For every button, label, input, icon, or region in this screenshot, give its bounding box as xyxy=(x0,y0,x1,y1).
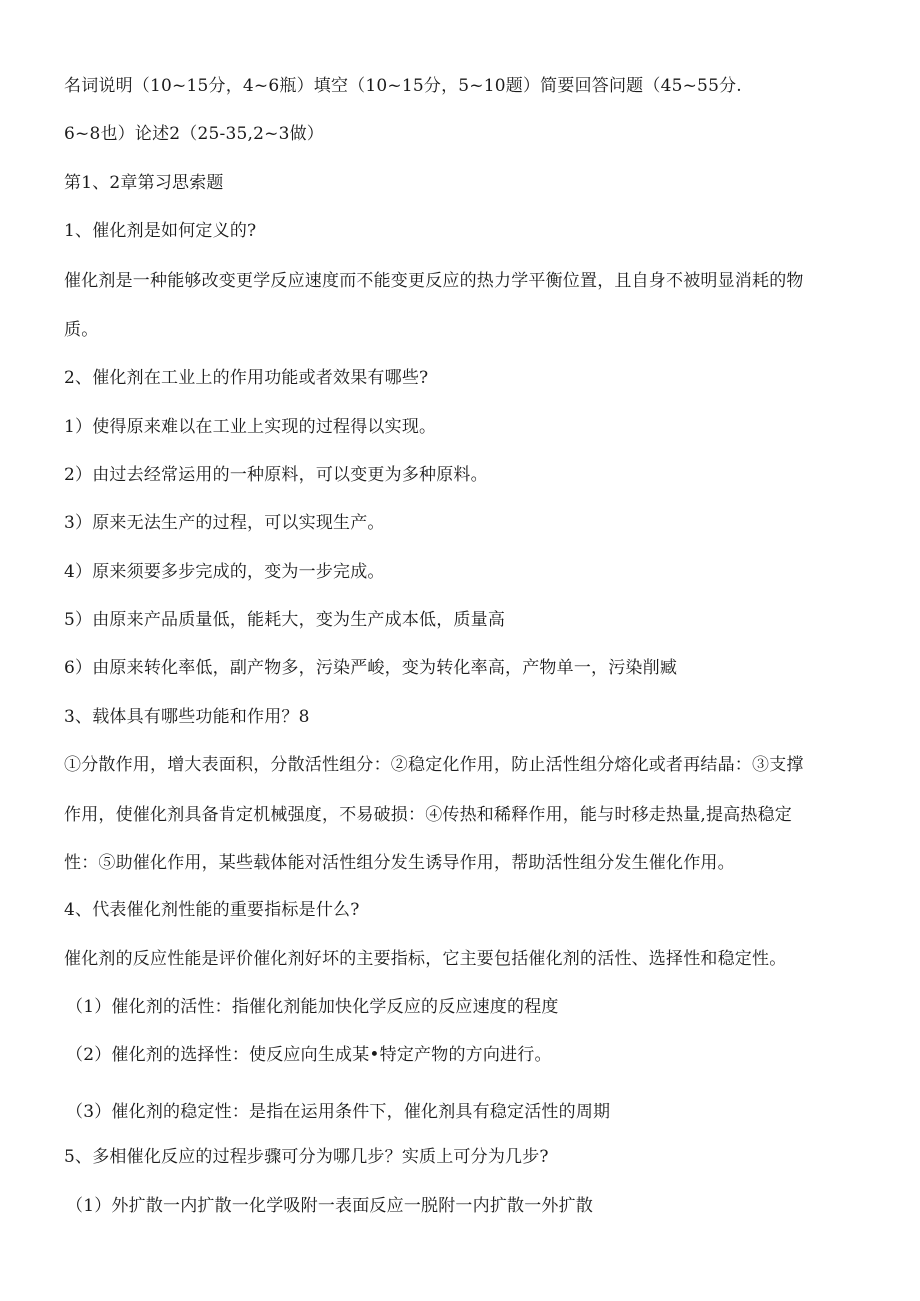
answer-2-item-4: 4）原来须要多步完成的，变为一步完成。 xyxy=(64,562,385,582)
question-4: 4、代表催化剂性能的重要指标是什么? xyxy=(64,900,360,920)
question-3: 3、载体具有哪些功能和作用？8 xyxy=(64,707,310,727)
question-1: 1、催化剂是如何定义的? xyxy=(64,221,257,241)
answer-1-line-2: 质。 xyxy=(64,320,99,340)
answer-4-item-1: （1）催化剂的活性：指催化剂能加快化学反应的反应速度的程度 xyxy=(66,997,559,1017)
answer-2-item-2: 2）由过去经常运用的一种原料，可以变更为多种原料。 xyxy=(64,465,488,485)
answer-1-line-1: 催化剂是一种能够改变更学反应速度而不能变更反应的热力学平衡位置，且自身不被明显消耗的物 xyxy=(64,271,804,291)
answer-2-item-1: 1）使得原来难以在工业上实现的过程得以实现。 xyxy=(64,417,437,437)
answer-4-item-2: （2）催化剂的选择性：使反应向生成某•特定产物的方向进行。 xyxy=(66,1045,552,1065)
answer-4-item-3: （3）催化剂的稳定性：是指在运用条件下，催化剂具有稳定活性的周期 xyxy=(66,1102,611,1122)
answer-2-item-5: 5）由原来产品质量低，能耗大，变为生产成本低，质量高 xyxy=(64,610,506,630)
question-5: 5、多相催化反应的过程步骤可分为哪几步？实质上可分为几步? xyxy=(64,1147,549,1167)
exam-format-line-1: 名词说明（10~15分，4~6瓶）填空（10~15分，5~10题）简要回答问题（45~55分. xyxy=(64,76,742,96)
question-2: 2、催化剂在工业上的作用功能或者效果有哪些? xyxy=(64,368,429,388)
answer-5-item-1: （1）外扩散一内扩散一化学吸附一表面反应一脱附一内扩散一外扩散 xyxy=(66,1196,594,1216)
answer-3-line-1: ①分散作用，增大表面积，分散活性组分：②稳定化作用，防止活性组分熔化或者再结晶：③支撑 xyxy=(64,755,804,775)
answer-3-line-2: 作用，使催化剂具备肯定机械强度，不易破损：④传热和稀释作用，能与时移走热量,提高热稳定 xyxy=(64,805,793,825)
answer-2-item-6: 6）由原来转化率低，副产物多，污染严峻，变为转化率高，产物单一，污染削臧 xyxy=(64,658,678,678)
section-title: 第1、2章第习思索题 xyxy=(64,173,224,193)
answer-2-item-3: 3）原来无法生产的过程，可以实现生产。 xyxy=(64,513,385,533)
answer-3-line-3: 性：⑤助催化作用，某些载体能对活性组分发生诱导作用，帮助活性组分发生催化作用。 xyxy=(64,853,735,873)
answer-4-intro: 催化剂的反应性能是评价催化剂好坏的主要指标，它主要包括催化剂的活性、选择性和稳定性。 xyxy=(64,949,787,969)
exam-format-line-2: 6~8也）论述2（25-35,2~3做） xyxy=(64,124,324,144)
